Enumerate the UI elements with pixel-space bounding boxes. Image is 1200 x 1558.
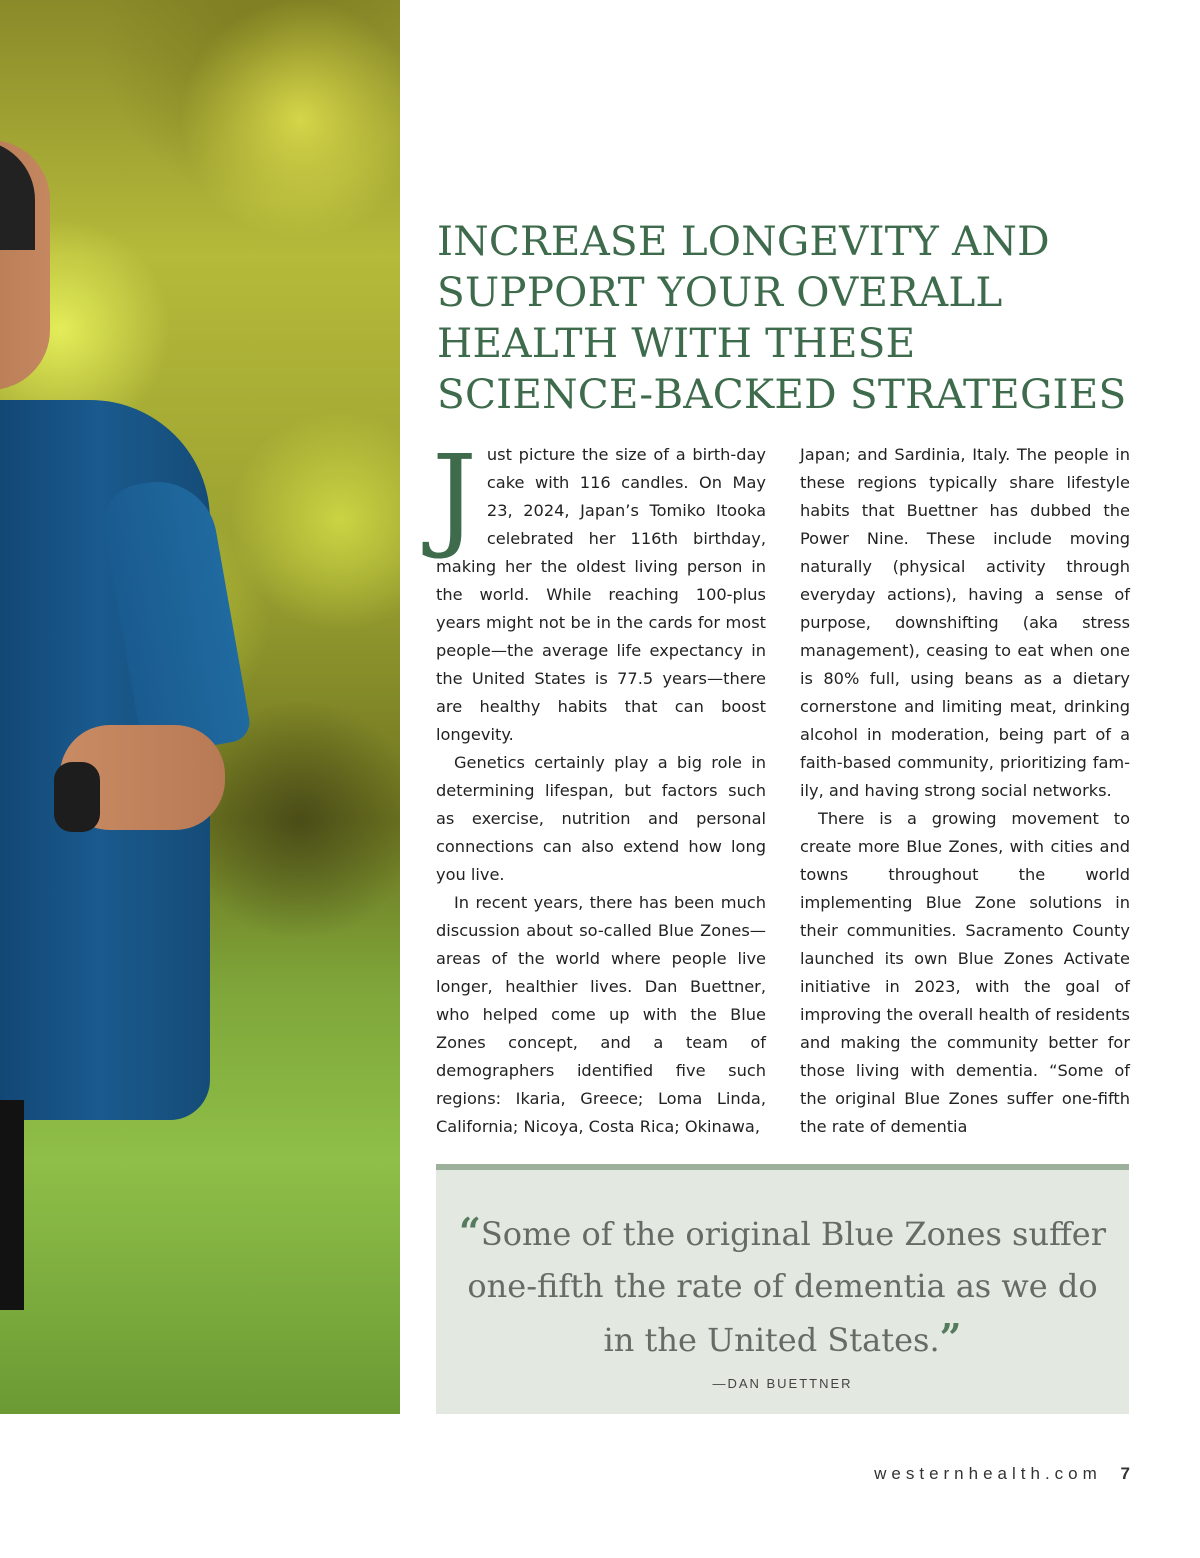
paragraph-blue-zones: In recent years, there has been much discussion about so-called Blue Zones—areas of the world where people live longer, healthier lives. Dan Buettner, who helped come up with the Blue Zones concept, and a team of demographers identified five such regions: Ikaria, Greece; Loma Linda, California; Nicoya, Costa Rica; Okinawa,	[436, 893, 766, 1136]
pull-quote	[436, 1164, 1129, 1414]
smartwatch-icon	[54, 762, 100, 832]
paragraph-power-nine: Japan; and Sardinia, Italy. The people in these regions typically share lifestyle habits that Buettner has dubbed the Power Nine. These include moving naturally (physical activity through everyday actions), having a sense of purpose, downshifting (aka stress management), ceasing to eat when one is 80% full, using beans as a dietary cornerstone and limiting meat, drinking alcohol in moderation, being part of a faith-based community, prioritizing fam-ily, and having strong social networks.	[800, 445, 1130, 800]
paragraph-genetics: Genetics certainly play a big role in determining lifespan, but factors such as exercise, nutrition and personal connections can also extend how long you live.	[436, 753, 766, 884]
runner-shorts	[0, 1100, 24, 1310]
paragraph-intro	[432, 432, 766, 749]
headline-line: SCIENCE-BACKED STRATEGIES	[437, 370, 1127, 418]
close-quote-icon: ”	[939, 1315, 962, 1360]
page-footer	[874, 1464, 1130, 1484]
paragraph-movement: There is a growing movement to create more Blue Zones, with cities and towns throughout the world implementing Blue Zone solutions in their communities. Sacramento County launched its own Blue Zones Activate initiative in 2023, with the goal of improving the overall health of residents and making the community better for those living with dementia. “Some of the original Blue Zones suffer one-fifth the rate of dementia	[800, 809, 1130, 1136]
open-quote-icon: “	[458, 1209, 481, 1254]
headline-line: SUPPORT YOUR OVERALL	[437, 268, 1003, 316]
page-number: 7	[1120, 1464, 1130, 1483]
footer-site: westernhealth.com	[874, 1464, 1102, 1483]
article-headline	[437, 216, 1157, 420]
pull-quote-attribution: —DAN BUETTNER	[712, 1376, 853, 1391]
drop-cap: J	[432, 432, 477, 562]
pull-quote-text	[456, 1206, 1109, 1366]
pull-quote-body: Some of the original Blue Zones suffer one-fifth the rate of dementia as we do in the United States.	[467, 1215, 1107, 1359]
article-column-left	[432, 432, 766, 1141]
headline-line: INCREASE LONGEVITY AND	[437, 217, 1050, 265]
headline-line: HEALTH WITH THESE	[437, 319, 916, 367]
paragraph-intro-text: ust picture the size of a birth-day cake with 116 candles. On May 23, 2024, Japan’s Tomiko Itooka celebrated her 116th birthday, making her the oldest living person in the world. While reaching 100-plus years might not be in the cards for most people—the average life expectancy in the United States is 77.5 years—there are healthy habits that can boost longevity.	[436, 445, 766, 744]
article-column-right	[800, 441, 1130, 1141]
hero-photo	[0, 0, 400, 1414]
